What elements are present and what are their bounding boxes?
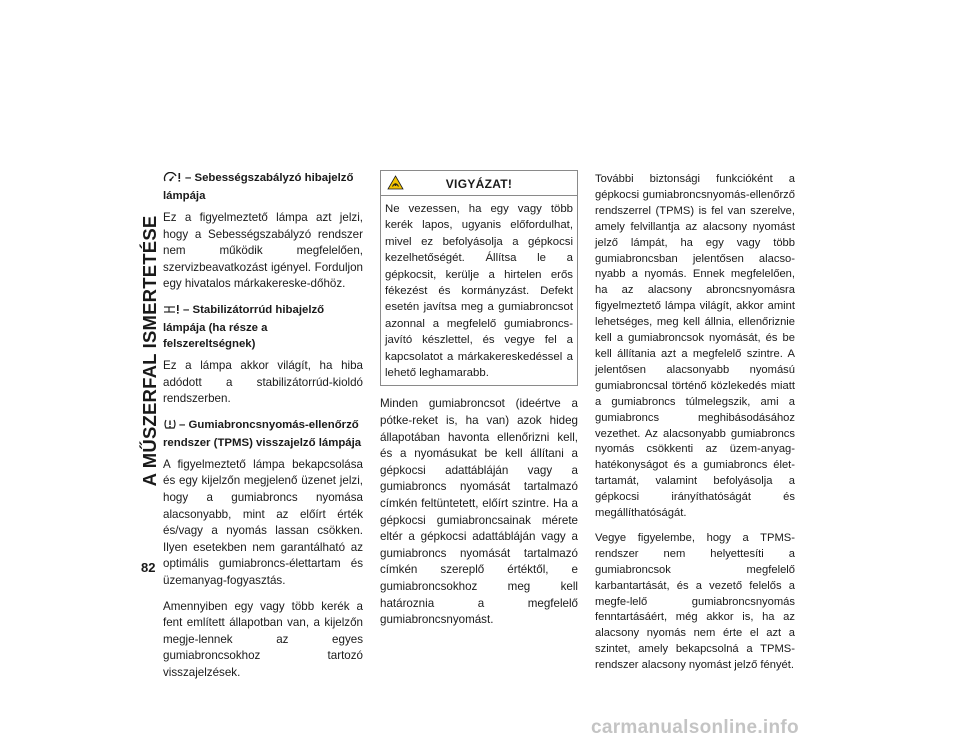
caution-box xyxy=(380,170,578,386)
tpms-note-paragraph: Vegye figyelembe, hogy a TPMS-rendszer nem helyettesíti a gumiabroncsok megfelelő karbantartását, és a vezető felelős a megfe-lelő gumiabroncsnyomás fenntartásáért, még akkor is, ha az alacsony nyomás nem érte el azt a szintet, amely bekapcsolná a TPMS-rendszer alacsony nyomást jelző fényét. xyxy=(595,531,795,672)
section-title-text: A MŰSZERFAL ISMERTETÉSE xyxy=(139,215,160,487)
caution-text: Ne vezessen, ha egy vagy több kerék lapos, ugyanis előfordulhat, mivel ez befolyásolja a gépkocsi kezelhetőségét. Állítsa le a gépkocsit, kerülje a hirtelen erős fékezést és kormányzást. Defekt esetén javítsa meg a gumiabroncsot azonnal a megfelelő gumiabroncs-javító készlettel, és vegye fel a kapcsolatot a márkakereskedéssel a lehető leghamarabb. xyxy=(385,203,573,380)
stabilizer-bar-warning-icon xyxy=(163,304,181,320)
right-column xyxy=(595,172,795,683)
tpms-function-paragraph: További biztonsági funkcióként a gépkocsi gumiabroncsnyomás-ellenőrző rendszerrel (TPMS) is fel van szerelve, amely felvillantja az alacsony nyomást jelző lámpát, ha egy vagy több gumiabroncsban jelentősen alacso-nyabb a nyomás. Ennek megfelelően, ha az alacsony abroncsnyomásra figyelmeztető lámpa világít, akkor amint lehetséges, meg kell állnia, ellenőriznie kell a gumiabroncsok nyomását, és be kell állítania azt a megfelelő szintre. A jelentősen alacsonyabb nyomású gumiabroncsal történő közlekedés miatt a gumiabroncs túlmelegszik, ami a gumiabroncs meghibásodásához vezethet. Az alacsonyabb gumiabroncs nyomás csökkenti az üzem-anyag-hatékonyságot és a gumiabroncs élet-tartamát, valamint befolyásolja a gépkocsi irányíthatóságát és megállíthatóságát. xyxy=(595,173,795,520)
caution-header xyxy=(381,171,577,196)
caution-title: VIGYÁZAT! xyxy=(445,177,513,191)
stabilizer-heading: – Stabilizátorrúd hibajelző lámpája (ha része a felszereltségnek) xyxy=(163,303,325,350)
watermark: carmanualsonline.info xyxy=(591,717,799,738)
tpms-heading: – Gumiabroncsnyomás-ellenőrző rendszer (TPMS) visszajelző lámpája xyxy=(163,418,362,449)
esc-heading: – Sebességszabályzó hibajelző lámpája xyxy=(163,172,354,202)
speed-control-warning-icon xyxy=(163,172,183,188)
esc-text: Ez a figyelmeztető lámpa azt jelzi, hogy a Sebességszabályzó rendszer nem működik megfelelően, szervizbeavatkozást igényel. Forduljon egy hivatalos márkakereske-dőhöz. xyxy=(163,211,363,291)
stabilizer-text: Ez a lámpa akkor világít, ha hiba adódott a stabilizátorrúd-kioldó rendszerben. xyxy=(163,358,363,406)
page-number: 82 xyxy=(141,560,156,575)
left-column xyxy=(163,170,363,690)
tpms-text-2: Amennyiben egy vagy több kerék a fent említett állapotban van, a kijelzőn megje-lennek az egyes gumiabroncsokhoz tartozó visszajelzések. xyxy=(163,599,363,679)
tpms-text-1: A figyelmeztető lámpa bekapcsolása és egy kijelzőn megjelenő üzenet jelzi, hogy a gumiabroncs nyomása alacsonyabb, mint az előírt érték és/vagy a nyomás lassan csökken. Ilyen esetekben nem garantálható az optimális gumiabroncs-élettartam és üzemanyag-fogyasztás. xyxy=(163,457,363,587)
tire-check-paragraph: Minden gumiabroncsot (ideértve a pótke-reket is, ha van) azok hideg állapotában havonta ellenőrizni kell, és a nyomásukat be kell állítani a gépkocsi adattábláján vagy a gumiabroncs nyomását tartalmazó címkén feltüntetett, előírt szintre. Ha a gépkocsi gumiabroncsainak mérete eltér a gépkocsi adattábláján vagy a gumiabroncs nyomását tartalmazó címkén szereplő értéktől, e gumiabroncsokhoz meg kell határoznia a megfelelő gumiabroncsnyomást. xyxy=(380,397,578,627)
middle-column xyxy=(380,170,578,638)
tire-pressure-icon xyxy=(163,418,177,435)
section-title xyxy=(139,160,161,542)
